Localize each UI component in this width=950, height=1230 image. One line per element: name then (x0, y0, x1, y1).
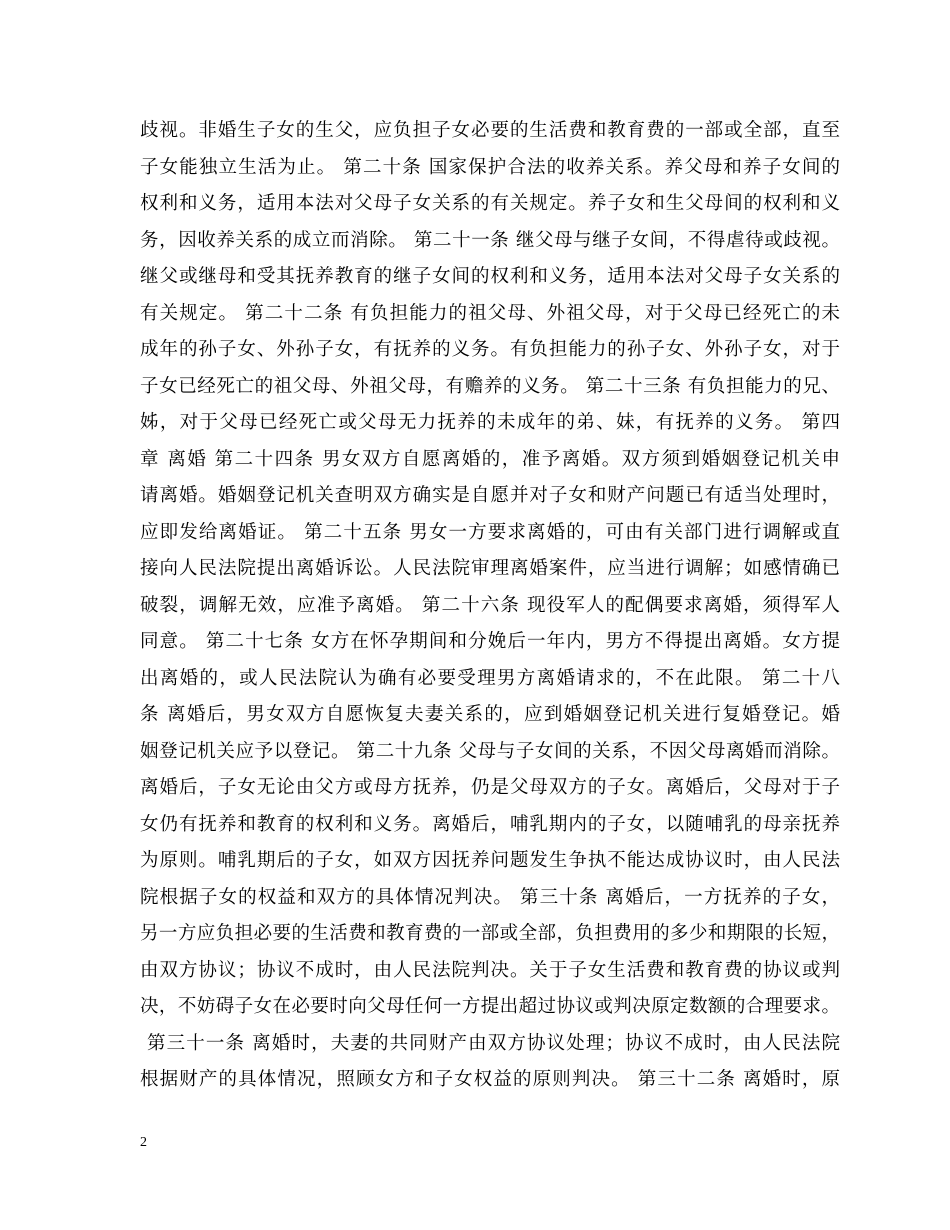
text-line: 子女能独立生活为止。 第二十条 国家保护合法的收养关系。养父母和养子女间的 (140, 156, 840, 178)
text-line: 应即发给离婚证。 第二十五条 男女一方要求离婚的，可由有关部门进行调解或直 (140, 521, 840, 543)
text-line: 接向人民法院提出离婚诉讼。人民法院审理离婚案件，应当进行调解；如感情确已 (140, 558, 840, 579)
text-line: 姊，对于父母已经死亡或父母无力抚养的未成年的弟、妹，有抚养的义务。 第四 (140, 412, 840, 433)
text-line: 继父或继母和受其抚养教育的继子女间的权利和义务，适用本法对父母子女关系的 (140, 266, 840, 287)
text-line: 请离婚。婚姻登记机关查明双方确实是自愿并对子女和财产问题已有适当处理时， (140, 485, 840, 506)
text-line: 决，不妨碍子女在必要时向父母任何一方提出超过协议或判决原定数额的合理要求。 (140, 996, 840, 1017)
document-body (140, 113, 840, 1099)
text-line: 子女已经死亡的祖父母、外祖父母，有赡养的义务。 第二十三条 有负担能力的兄、 (140, 375, 840, 397)
text-line: 权利和义务，适用本法对父母子女关系的有关规定。养子女和生父母间的权利和义 (140, 193, 840, 214)
text-line: 女仍有抚养和教育的权利和义务。离婚后，哺乳期内的子女，以随哺乳的母亲抚养 (140, 813, 840, 835)
text-line: 出离婚的，或人民法院认为确有必要受理男方离婚请求的，不在此限。 第二十八 (140, 667, 840, 689)
text-line: 姻登记机关应予以登记。 第二十九条 父母与子女间的关系，不因父母离婚而消除。 (140, 740, 840, 762)
text-line: 条 离婚后，男女双方自愿恢复夫妻关系的，应到婚姻登记机关进行复婚登记。婚 (140, 704, 840, 725)
text-line: 歧视。非婚生子女的生父，应负担子女必要的生活费和教育费的一部或全部，直至 (140, 120, 840, 141)
text-line: 章 离婚 第二十四条 男女双方自愿离婚的，准予离婚。双方须到婚姻登记机关申 (140, 448, 840, 470)
text-line: 有关规定。 第二十二条 有负担能力的祖父母、外祖父母，对于父母已经死亡的未 (140, 302, 840, 324)
text-line: 务，因收养关系的成立而消除。 第二十一条 继父母与继子女间，不得虐待或歧视。 (140, 229, 840, 251)
text-line: 为原则。哺乳期后的子女，如双方因抚养问题发生争执不能达成协议时，由人民法 (140, 850, 840, 871)
text-line: 第三十一条 离婚时，夫妻的共同财产由双方协议处理；协议不成时，由人民法院 (140, 1032, 840, 1054)
text-line: 破裂，调解无效，应准予离婚。 第二十六条 现役军人的配偶要求离婚，须得军人 (140, 594, 840, 616)
text-line: 同意。 第二十七条 女方在怀孕期间和分娩后一年内，男方不得提出离婚。女方提 (140, 631, 840, 652)
text-line: 根据财产的具体情况，照顾女方和子女权益的原则判决。 第三十二条 离婚时，原 (140, 1069, 840, 1090)
text-line: 成年的孙子女、外孙子女，有抚养的义务。有负担能力的孙子女、外孙子女，对于 (140, 339, 840, 360)
text-line: 由双方协议；协议不成时，由人民法院判决。关于子女生活费和教育费的协议或判 (140, 959, 840, 981)
text-line: 离婚后，子女无论由父方或母方抚养，仍是父母双方的子女。离婚后，父母对于子 (140, 777, 840, 798)
page-number: 2 (140, 1135, 147, 1150)
text-line: 院根据子女的权益和双方的具体情况判决。 第三十条 离婚后，一方抚养的子女， (140, 886, 840, 908)
text-line: 另一方应负担必要的生活费和教育费的一部或全部，负担费用的多少和期限的长短， (140, 923, 840, 944)
